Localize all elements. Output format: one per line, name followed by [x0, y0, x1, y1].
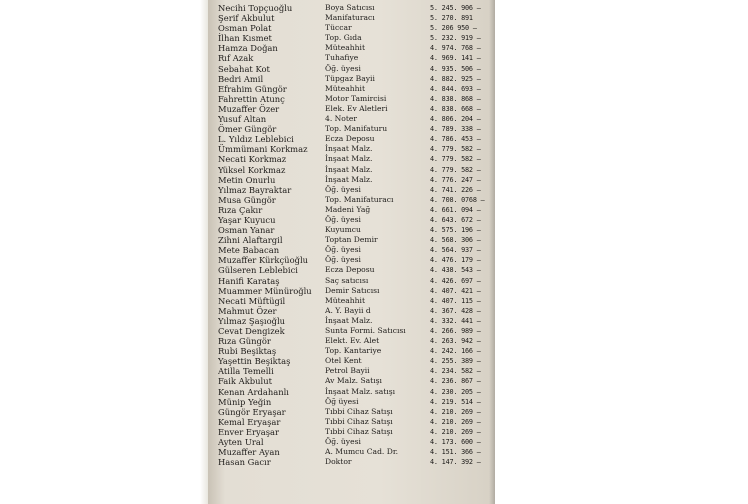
- tax-amount: 5. 206 950 —: [430, 24, 477, 33]
- list-item: [208, 53, 495, 63]
- list-item: [208, 43, 495, 53]
- taxpayer-occupation: Top. Manifaturu: [325, 124, 388, 134]
- taxpayer-occupation: Tıbbi Cihaz Satışı: [325, 416, 393, 426]
- taxpayer-name: Zihni Alaftargil: [218, 235, 283, 246]
- taxpayer-occupation: Sunta Formi. Satıcısı: [325, 326, 406, 335]
- taxpayer-name: Cevat Dengizek: [218, 326, 285, 336]
- list-item: [208, 427, 495, 437]
- taxpayer-occupation: Petrol Bayii: [325, 366, 370, 376]
- taxpayer-name: Fahrettin Atunç: [218, 93, 285, 104]
- list-item: [208, 134, 495, 144]
- list-item: [208, 154, 495, 164]
- list-item: [208, 74, 495, 84]
- taxpayer-name: Osman Polat: [218, 23, 272, 34]
- tax-amount: 4. 838. 868 —: [430, 94, 481, 103]
- taxpayer-name: Musa Güngör: [218, 194, 276, 205]
- taxpayer-occupation: Müteahhit: [325, 295, 366, 305]
- list-item: [208, 356, 495, 366]
- tax-amount: 4. 147. 392 —: [430, 458, 481, 467]
- list-item: [208, 205, 495, 215]
- taxpayer-name: Yüksel Korkmaz: [218, 164, 286, 175]
- taxpayer-name: L. Yıldız Leblebici: [218, 134, 294, 145]
- list-item: [208, 286, 495, 296]
- list-item: [208, 235, 495, 245]
- tax-amount: 4. 564. 937 —: [430, 246, 481, 255]
- taxpayer-name: Necati Müftügil: [218, 295, 286, 306]
- list-item: [208, 104, 495, 114]
- tax-amount: 4. 844. 693 —: [430, 84, 481, 93]
- taxpayer-occupation: Elekt. Ev. Alet: [325, 336, 380, 346]
- taxpayer-occupation: Av Malz. Satışı: [325, 376, 382, 386]
- taxpayer-occupation: Tıbbi Cihaz Satışı: [325, 426, 393, 436]
- tax-amount: 5. 232. 919 —: [430, 34, 481, 43]
- list-item: [208, 175, 495, 185]
- taxpayer-occupation: 4. Noter: [325, 114, 358, 124]
- taxpayer-occupation: Öğ üyesi: [325, 396, 359, 406]
- taxpayer-name: Ümmümani Korkmaz: [218, 144, 308, 155]
- taxpayer-name: Mahmut Özer: [218, 305, 277, 316]
- list-item: [208, 13, 495, 23]
- list-item: [208, 23, 495, 33]
- list-item: [208, 33, 495, 43]
- tax-amount: 4. 219. 514 —: [430, 397, 481, 406]
- list-item: [208, 457, 495, 467]
- taxpayer-name: Yusuf Altan: [218, 114, 267, 125]
- tax-amount: 4. 806. 204 —: [430, 115, 481, 124]
- taxpayer-occupation: Öğ. üyesi: [325, 63, 361, 73]
- list-item: [208, 94, 495, 104]
- taxpayer-name: Kenan Ardahanlı: [218, 386, 289, 397]
- taxpayer-name: Şerif Akbulut: [218, 13, 275, 24]
- tax-amount: 4. 779. 582 —: [430, 145, 481, 154]
- list-item: [208, 306, 495, 316]
- tax-amount: 4. 210. 269 —: [430, 407, 481, 416]
- tax-amount: 4. 151. 366 —: [430, 448, 481, 457]
- taxpayer-occupation: Demir Satıcısı: [325, 285, 380, 295]
- tax-amount: 4. 935. 506 —: [430, 64, 481, 73]
- tax-amount: 4. 173. 600 —: [430, 438, 481, 447]
- tax-amount: 4. 407. 115 —: [430, 296, 481, 305]
- tax-amount: 4. 779. 582 —: [430, 155, 481, 164]
- taxpayer-occupation: Otel Kent: [325, 356, 362, 366]
- tax-amount: 4. 210. 269 —: [430, 427, 481, 436]
- taxpayer-name: Osman Yanar: [218, 225, 275, 236]
- list-item: [208, 124, 495, 134]
- taxpayer-occupation: Doktor: [325, 457, 352, 467]
- tax-amount: 4. 838. 668 —: [430, 104, 481, 113]
- list-item: [208, 387, 495, 397]
- taxpayer-name: Muzaffer Özer: [218, 103, 280, 114]
- taxpayer-occupation: Öğ. üyesi: [325, 184, 361, 194]
- tax-amount: 4. 242. 166 —: [430, 347, 481, 356]
- list-item: [208, 407, 495, 417]
- list-item: [208, 336, 495, 346]
- list-item: [208, 245, 495, 255]
- tax-amount: 4. 255. 389 —: [430, 357, 481, 366]
- tax-amount: 4. 266. 989 —: [430, 327, 481, 335]
- taxpayer-occupation: İnşaat Malz.: [325, 315, 373, 325]
- list-item: [208, 366, 495, 376]
- taxpayer-occupation: Tıbbi Cihaz Satışı: [325, 406, 393, 416]
- taxpayer-name: Faik Akbulut: [218, 376, 272, 387]
- taxpayer-name: Rıf Azak: [218, 53, 254, 64]
- list-item: [208, 417, 495, 427]
- taxpayer-occupation: Öğ. üyesi: [325, 437, 361, 447]
- page-edge: [200, 0, 208, 504]
- list-item: [208, 225, 495, 235]
- taxpayer-name: Enver Eryaşar: [218, 426, 279, 437]
- taxpayer-name: Gülseren Leblebici: [218, 265, 298, 276]
- tax-amount: 4. 407. 421 —: [430, 286, 481, 295]
- tax-amount: 4. 708. 0768 —: [430, 195, 485, 204]
- list-item: [208, 84, 495, 94]
- taxpayer-occupation: İnşaat Malz.: [325, 174, 373, 184]
- taxpayer-occupation: Manifaturacı: [325, 13, 375, 23]
- taxpayer-occupation: Toptan Demir: [325, 235, 378, 245]
- tax-amount: 4. 786. 453 —: [430, 135, 481, 144]
- taxpayer-list: [208, 3, 495, 467]
- taxpayer-name: Muzaffer Ayan: [218, 447, 280, 458]
- list-item: [208, 326, 495, 336]
- tax-amount: 4. 969. 141 —: [430, 54, 481, 63]
- tax-amount: 4. 210. 269 —: [430, 417, 481, 426]
- taxpayer-name: Hanifi Karataş: [218, 275, 280, 286]
- taxpayer-name: Ömer Güngör: [218, 124, 277, 135]
- document-page: [208, 0, 495, 504]
- taxpayer-name: Efrahim Güngör: [218, 83, 287, 94]
- tax-amount: 4. 438. 543 —: [430, 266, 481, 275]
- taxpayer-occupation: Boya Satıcısı: [325, 3, 375, 12]
- tax-amount: 4. 234. 582 —: [430, 367, 481, 376]
- taxpayer-occupation: Tuhafiye: [325, 53, 359, 63]
- taxpayer-occupation: Saç satıcısı: [325, 275, 369, 285]
- taxpayer-name: Necati Korkmaz: [218, 154, 287, 165]
- tax-amount: 4. 426. 697 —: [430, 276, 481, 285]
- list-item: [208, 215, 495, 225]
- tax-amount: 4. 661. 094 —: [430, 205, 481, 214]
- taxpayer-name: Yaşettin Beşiktaş: [218, 356, 291, 367]
- taxpayer-occupation: Kuyumcu: [325, 225, 361, 235]
- taxpayer-occupation: Top. Manifaturacı: [325, 194, 394, 204]
- tax-amount: 4. 236. 867 —: [430, 377, 481, 386]
- taxpayer-name: Atilla Temelli: [218, 366, 274, 377]
- taxpayer-name: Metin Onurlu: [218, 174, 276, 185]
- taxpayer-occupation: Top. Gıda: [325, 33, 362, 43]
- tax-amount: 4. 741. 226 —: [430, 185, 481, 194]
- tax-amount: 4. 568. 306 —: [430, 236, 481, 245]
- taxpayer-occupation: İnşaat Malz.: [325, 154, 373, 164]
- list-item: [208, 144, 495, 154]
- tax-amount: 4. 789. 338 —: [430, 125, 481, 134]
- tax-amount: 4. 476. 179 —: [430, 256, 481, 265]
- tax-amount: 5. 270. 891: [430, 14, 473, 23]
- tax-amount: 4. 263. 942 —: [430, 337, 481, 346]
- taxpayer-name: Hasan Gacır: [218, 457, 271, 468]
- taxpayer-name: Hamza Doğan: [218, 43, 278, 54]
- taxpayer-name: Rıza Güngör: [218, 336, 271, 347]
- taxpayer-occupation: Ecza Deposu: [325, 134, 375, 144]
- taxpayer-name: Rubi Beşiktaş: [218, 346, 277, 357]
- taxpayer-name: Sebahat Kot: [218, 63, 270, 74]
- tax-amount: 4. 367. 428 —: [430, 306, 481, 315]
- taxpayer-occupation: A. Mumcu Cad. Dr.: [325, 447, 399, 457]
- taxpayer-occupation: Top. Kantariye: [325, 346, 382, 356]
- taxpayer-name: Güngör Eryaşar: [218, 406, 286, 417]
- taxpayer-occupation: Motor Tamircisi: [325, 93, 387, 103]
- tax-amount: 4. 643. 672 —: [430, 215, 481, 224]
- taxpayer-occupation: Ecza Deposu: [325, 265, 375, 275]
- taxpayer-name: Yılmaz Bayraktar: [218, 184, 292, 195]
- list-item: [208, 185, 495, 195]
- taxpayer-name: Rıza Çakır: [218, 204, 263, 215]
- taxpayer-occupation: Tüpgaz Bayii: [325, 73, 375, 83]
- list-item: [208, 397, 495, 407]
- tax-amount: 4. 776. 247 —: [430, 175, 481, 184]
- list-item: [208, 276, 495, 286]
- list-item: [208, 165, 495, 175]
- list-item: [208, 265, 495, 275]
- taxpayer-name: Mete Babacan: [218, 245, 280, 256]
- taxpayer-name: Yaşar Kuyucu: [218, 214, 276, 225]
- list-item: [208, 296, 495, 306]
- taxpayer-occupation: İnşaat Malz. satışı: [325, 386, 396, 396]
- list-item: [208, 316, 495, 326]
- list-item: [208, 447, 495, 457]
- taxpayer-occupation: Öğ. üyesi: [325, 255, 361, 265]
- taxpayer-occupation: İnşaat Malz.: [325, 164, 373, 174]
- list-item: [208, 255, 495, 265]
- taxpayer-name: Kemal Eryaşar: [218, 416, 281, 427]
- taxpayer-name: İlhan Kısmet: [218, 33, 272, 44]
- taxpayer-name: Bedri Amil: [218, 73, 264, 84]
- taxpayer-occupation: A. Y. Bayii d: [325, 305, 371, 315]
- taxpayer-occupation: Tüccar: [325, 23, 352, 33]
- taxpayer-occupation: Elek. Ev Aletleri: [325, 103, 388, 113]
- taxpayer-name: Muzaffer Kürkçüoğlu: [218, 255, 309, 266]
- taxpayer-name: Necihi Topçuoğlu: [218, 3, 293, 13]
- list-item: [208, 376, 495, 386]
- tax-amount: 4. 779. 582 —: [430, 165, 481, 174]
- taxpayer-name: Muammer Münüroğlu: [218, 285, 312, 296]
- taxpayer-occupation: Müteahhit: [325, 83, 366, 93]
- taxpayer-occupation: Öğ. üyesi: [325, 214, 361, 224]
- list-item: [208, 195, 495, 205]
- list-item: [208, 114, 495, 124]
- list-item: [208, 64, 495, 74]
- taxpayer-name: Ayten Ural: [218, 437, 264, 448]
- taxpayer-occupation: Öğ. üyesi: [325, 245, 361, 255]
- tax-amount: 4. 230. 205 —: [430, 387, 481, 396]
- list-item: [208, 437, 495, 447]
- tax-amount: 4. 575. 196 —: [430, 226, 481, 235]
- taxpayer-occupation: Madeni Yağ: [325, 204, 371, 214]
- page-shadow: [489, 0, 495, 504]
- tax-amount: 5. 245. 906 —: [430, 4, 481, 12]
- taxpayer-name: Münip Yeğin: [218, 396, 272, 407]
- list-item: [208, 346, 495, 356]
- list-item: [208, 3, 495, 13]
- taxpayer-name: Yılmaz Şaşıoğlu: [218, 315, 286, 326]
- tax-amount: 4. 974. 768 —: [430, 44, 481, 53]
- tax-amount: 4. 882. 925 —: [430, 74, 481, 83]
- taxpayer-occupation: İnşaat Malz.: [325, 144, 373, 154]
- tax-amount: 4. 332. 441 —: [430, 316, 481, 325]
- taxpayer-occupation: Müteahhit: [325, 43, 366, 53]
